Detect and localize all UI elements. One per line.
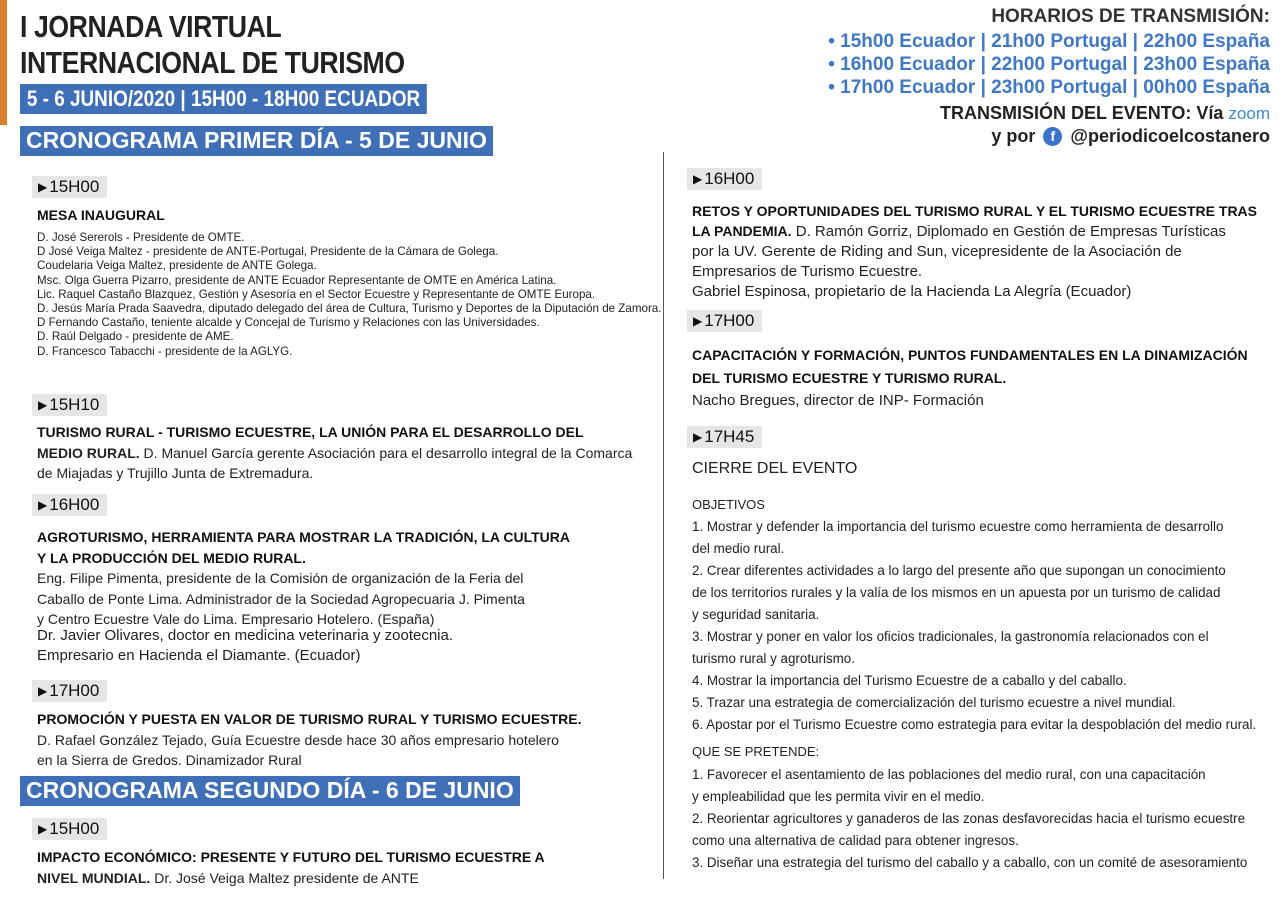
play-triangle-icon: ▶ [693,430,703,444]
objectives-title: OBJETIVOS [692,497,765,512]
participants-list [37,231,661,359]
section-title: MESA INAUGURAL [37,207,165,223]
play-triangle-icon: ▶ [38,180,48,194]
section-line [692,221,1257,242]
section-line: en la Sierra de Gredos. Dinamizador Rural [37,752,302,768]
section-title-bold: MEDIO RURAL. [37,444,140,461]
section-line: D. Rafael González Tejado, Guía Ecuestre desde hace 30 años empresario hotelero [37,731,559,748]
list-item: 3. Mostrar y poner en valor los oficios tradicionales, la gastronomía relacionados con el [692,629,1209,644]
section-line: Caballo de Ponte Lima. Administrador de la Sociedad Agropecuaria J. Pimenta [37,590,525,607]
column-divider [663,152,664,879]
time-label: 17H00 [49,681,100,700]
time-box-15h10 [32,394,107,416]
section-line [37,443,632,464]
day2-band: CRONOGRAMA SEGUNDO DÍA - 6 DE JUNIO [20,776,520,806]
section-line: de Miajadas y Trujillo Junta de Extremadura. [37,465,314,481]
section-title: TURISMO RURAL - TURISMO ECUESTRE, LA UNIÓN PARA EL DESARROLLO DEL [37,424,584,440]
section-text: D. Manuel García gerente Asociación para el desarrollo integral de la Comarca [139,444,633,461]
list-item: turismo rural y agroturismo. [692,651,855,666]
section-title: PROMOCIÓN Y PUESTA EN VALOR DE TURISMO RURAL Y TURISMO ECUESTRE. [37,711,582,727]
list-item: 2. Reorientar agricultores y ganaderos de las zonas desfavorecidas hacia el turismo ecuestre [692,811,1246,826]
zoom-logo: zoom [1228,104,1270,123]
play-triangle-icon: ▶ [38,498,48,512]
objectives-list [692,516,1256,736]
section-block [37,626,453,666]
schedule-line-2: • 16h00 Ecuador | 22h00 Portugal | 23h00 España [828,54,1270,75]
list-item: del medio rural. [692,541,785,556]
social-prefix: y por [991,126,1036,146]
list-item: D. José Sererols - Presidente de OMTE. [37,231,245,244]
list-item: Lic. Raquel Castaño Blazquez, Gestión y Asesoría en el Sector Ecuestre y Representante de OMTE Europa. [37,287,596,301]
list-item: 5. Trazar una estrategia de comercialización del turismo ecuestre a nivel mundial. [692,695,1176,710]
section-line: y Centro Ecuestre Vale do Lima. Empresario Hotelero. (España) [37,611,435,627]
transmission-label: TRANSMISIÓN DEL EVENTO: Vía [940,103,1224,123]
play-triangle-icon: ▶ [38,822,48,836]
time-label: 15H00 [49,177,100,196]
date-band: 5 - 6 JUNIO/2020 | 15H00 - 18H00 ECUADOR [20,84,427,114]
list-item: 1. Favorecer el asentamiento de las poblaciones del medio rural, con una capacitación [692,767,1206,782]
time-box-17h00 [32,680,107,702]
section-block [37,527,570,630]
list-item: de los territorios rurales y la valía de los mismos en un apuesta por un turismo de calidad [692,585,1221,600]
orange-accent-bar [0,0,7,125]
play-triangle-icon: ▶ [38,398,48,412]
list-item: 6. Apostar por el Turismo Ecuestre como estrategia para evitar la despoblación del medio rural. [692,717,1257,732]
time-label: 15H00 [49,819,100,838]
time-label: 16H00 [704,169,755,188]
day1-band: CRONOGRAMA PRIMER DÍA - 5 DE JUNIO [20,126,493,156]
section-text: D. Ramón Gorriz, Diplomado en Gestión de Empresas Turísticas [791,223,1226,240]
time-box-16h00 [32,494,107,516]
schedule-line-3: • 17h00 Ecuador | 23h00 Portugal | 00h00 España [828,77,1270,98]
list-item: D Fernando Castaño, teniente alcalde y Concejal de Turismo y Relaciones con las Universidades. [37,316,540,330]
section-title: DEL TURISMO ECUESTRE Y TURISMO RURAL. [692,370,1007,386]
schedule-title: HORARIOS DE TRANSMISIÓN: [991,6,1270,27]
time-label: 17H45 [704,427,755,446]
section-line: Eng. Filipe Pimenta, presidente de la Comisión de organización de la Feria del [37,570,524,586]
section-block [692,344,1248,411]
list-item: D. Raúl Delgado - presidente de AME. [37,330,234,344]
section-line: Gabriel Espinosa, propietario de la Hacienda La Alegría (Ecuador) [692,283,1132,300]
social-handle: @periodicoelcostanero [1070,126,1270,146]
list-item: y seguridad sanitaria. [692,607,820,622]
list-item: como una alternativa de calidad para obtener ingresos. [692,833,1019,848]
transmission-line [940,103,1270,124]
section-block [37,847,545,888]
section-title: IMPACTO ECONÓMICO: PRESENTE Y FUTURO DEL TURISMO ECUESTRE A [37,849,545,865]
list-item: D José Veiga Maltez - presidente de ANTE-Portugal, Presidente de la Cámara de Golega. [37,245,499,259]
time-label: 16H00 [49,495,100,514]
event-title-line1: I JORNADA VIRTUAL [20,9,282,44]
schedule-line-1: • 15h00 Ecuador | 21h00 Portugal | 22h00 España [828,31,1270,52]
time-label: 17H00 [704,311,755,330]
section-title: Y LA PRODUCCIÓN DEL MEDIO RURAL. [37,549,306,566]
section-text: Dr. José Veiga Maltez presidente de ANTE [150,869,419,886]
list-item: 2. Crear diferentes actividades a lo largo del presente año que supongan un conocimiento [692,563,1226,578]
section-line: Dr. Javier Olivares, doctor en medicina veterinaria y zootecnia. [37,627,454,644]
time-box-day2-15h00 [32,818,107,840]
play-triangle-icon: ▶ [38,684,48,698]
section-title-bold: NIVEL MUNDIAL. [37,869,151,886]
section-title: AGROTURISMO, HERRAMIENTA PARA MOSTRAR LA TRADICIÓN, LA CULTURA [37,529,570,545]
time-box-15h00 [32,176,107,198]
time-label: 15H10 [49,395,100,414]
section-line: Nacho Bregues, director de INP- Formación [692,392,984,409]
list-item: 4. Mostrar la importancia del Turismo Ecuestre de a caballo y del caballo. [692,673,1127,688]
social-line [991,126,1270,147]
list-item: Coudelaria Veiga Maltez, presidente de ANTE Golega. [37,259,317,273]
play-triangle-icon: ▶ [693,172,703,186]
section-line: Empresarios de Turismo Ecuestre. [692,263,923,280]
goals-title: QUE SE PRETENDE: [692,744,820,759]
section-line: por la UV. Gerente de Riding and Sun, vicepresidente de la Asociación de [692,243,1182,260]
section-title-bold: LA PANDEMIA. [692,223,792,239]
section-line: Empresario en Hacienda el Diamante. (Ecuador) [37,647,361,664]
play-triangle-icon: ▶ [693,314,703,328]
time-box-right-17h45 [687,426,762,448]
list-item: D. Jesús María Prada Saavedra, diputado delegado del área de Cultura, Turismo y Deportes de la Diputación de Zamora. [37,302,662,316]
list-item: 1. Mostrar y defender la importancia del turismo ecuestre como herramienta de desarrollo [692,519,1224,534]
section-block [692,201,1257,302]
list-item: Msc. Olga Guerra Pizarro, presidente de ANTE Ecuador Representante de OMTE en América Latina. [37,273,557,287]
facebook-icon: f [1043,127,1062,146]
section-title: CAPACITACIÓN Y FORMACIÓN, PUNTOS FUNDAMENTALES EN LA DINAMIZACIÓN [692,347,1248,363]
list-item: D. Francesco Tabacchi - presidente de la AGLYG. [37,344,293,358]
section-block [37,709,582,771]
section-title: RETOS Y OPORTUNIDADES DEL TURISMO RURAL Y EL TURISMO ECUESTRE TRAS [692,203,1258,219]
list-item: 3. Diseñar una estrategia del turismo del caballo y a caballo, con un comité de asesoramiento [692,855,1248,870]
list-item: y empleabilidad que les permita vivir en el medio. [692,789,985,804]
section-line [37,868,545,889]
time-box-right-16h00 [687,168,762,190]
closing-title: CIERRE DEL EVENTO [692,460,858,477]
event-title-line2: INTERNACIONAL DE TURISMO [20,45,405,80]
goals-list [692,764,1247,874]
time-box-right-17h00 [687,310,762,332]
section-block [37,422,632,484]
